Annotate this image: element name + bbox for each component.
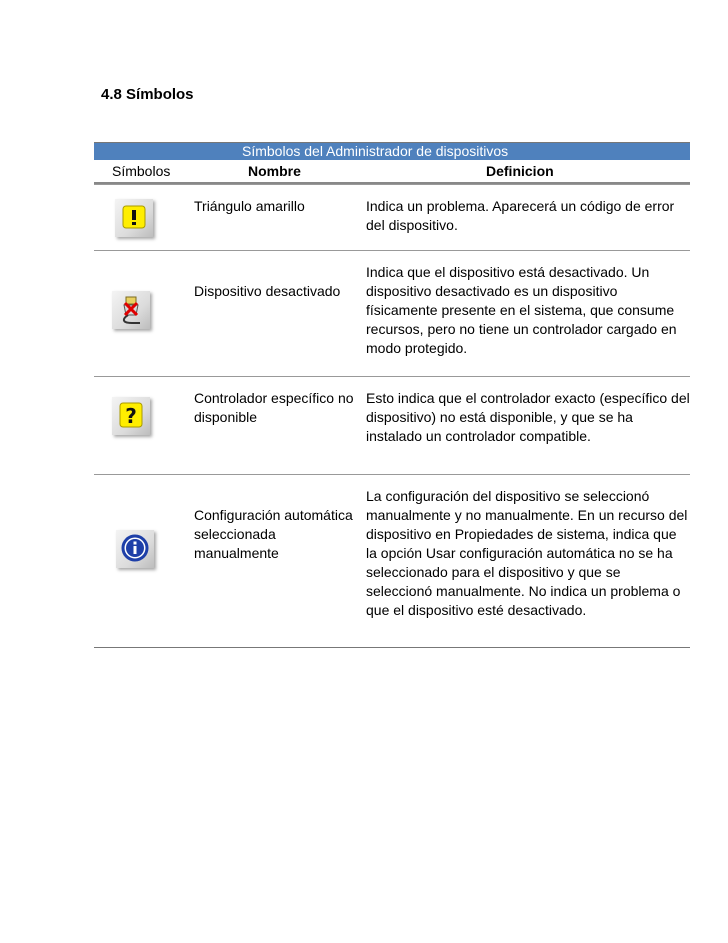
yellow-question-icon	[112, 397, 150, 435]
symbol-cell	[94, 251, 189, 376]
symbol-definition: La configuración del dispositivo se seleccionó manualmente y no manualmente. En un recurso del dispositivo en Propiedades de sistema, indica que la opción Usar configuración automática no se ha seleccionado para el dispositivo y que se seleccionó manualmente. No indica un problema o que el dispositivo esté desactivado.	[366, 488, 688, 618]
table-row	[94, 250, 690, 376]
symbol-name: Dispositivo desactivado	[194, 283, 341, 299]
table-row	[94, 376, 690, 474]
symbol-name: Triángulo amarillo	[194, 198, 305, 214]
svg-text:?: ?	[125, 404, 137, 428]
header-nombre: Nombre	[248, 163, 301, 179]
yellow-exclamation-icon	[115, 199, 153, 237]
device-manager-symbols-table	[94, 142, 690, 648]
header-simbolos: Símbolos	[112, 163, 171, 179]
symbol-name: Configuración automática seleccionada manualmente	[194, 507, 353, 561]
table-caption-text: Símbolos del Administrador de dispositivos	[242, 143, 509, 159]
table-header-row	[94, 160, 690, 184]
disabled-device-icon	[112, 291, 150, 329]
table-row	[94, 184, 690, 250]
symbol-cell	[94, 185, 189, 250]
section-heading: 4.8 Símbolos	[101, 86, 194, 103]
symbol-definition: Esto indica que el controlador exacto (específico del dispositivo) no está disponible, y que se ha instalado un controlador compatible.	[366, 390, 690, 444]
symbol-definition: Indica que el dispositivo está desactivado. Un dispositivo desactivado es un dispositivo físicamente presente en el sistema, que consume recursos, pero no tiene un controlador cargado en modo protegido.	[366, 264, 677, 356]
symbol-name: Controlador específico no disponible	[194, 390, 354, 425]
blue-info-icon	[116, 530, 154, 568]
symbol-cell	[94, 377, 189, 474]
header-definicion: Definicion	[486, 163, 554, 179]
table-caption	[94, 143, 690, 160]
table-row	[94, 474, 690, 647]
symbol-definition: Indica un problema. Aparecerá un código de error del dispositivo.	[366, 198, 675, 233]
symbol-cell	[94, 475, 189, 647]
